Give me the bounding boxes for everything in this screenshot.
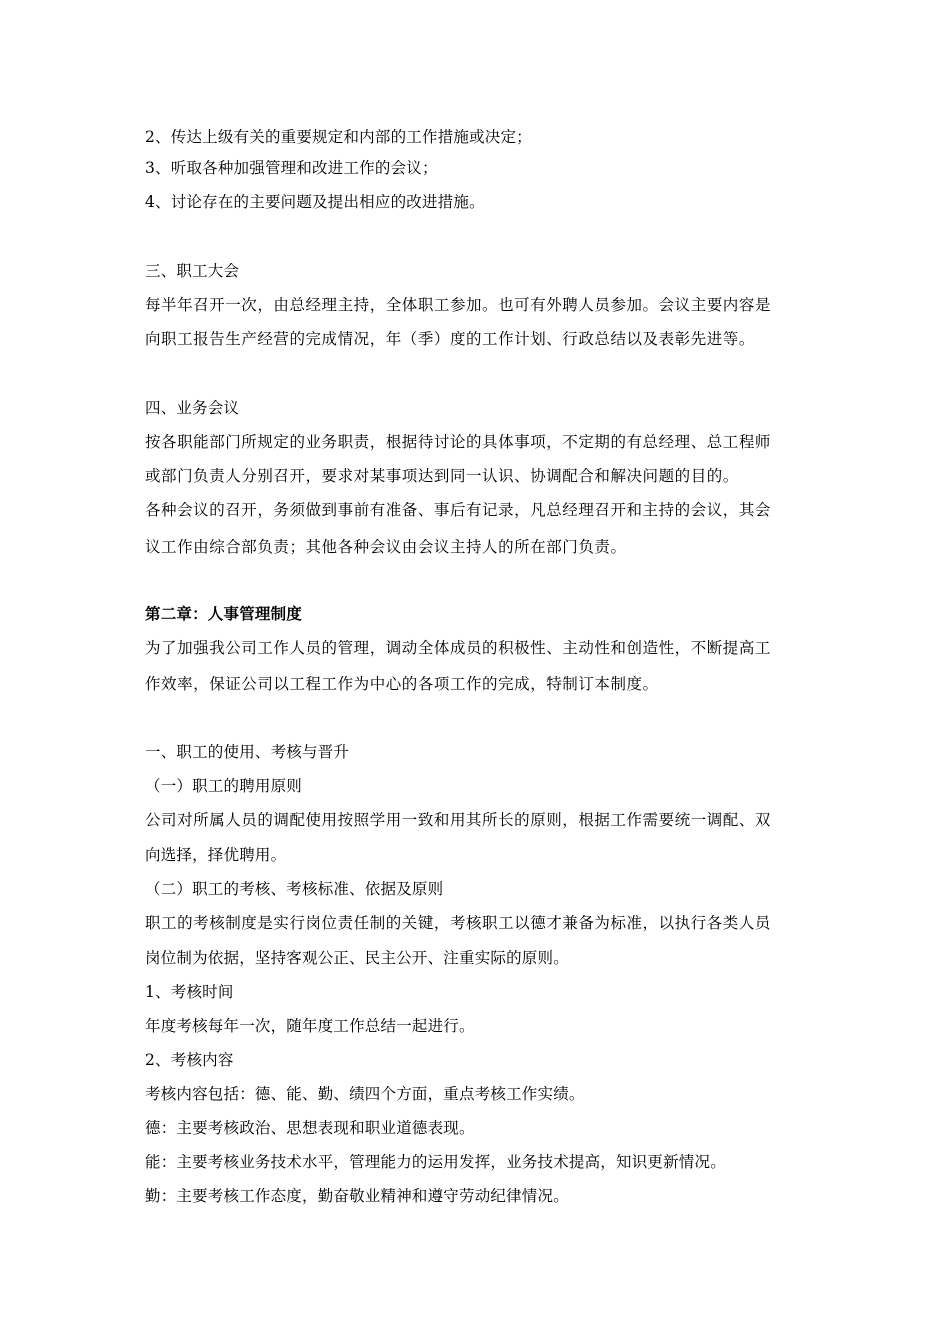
section-heading-business-meeting: 四、业务会议 — [145, 399, 240, 417]
paragraph-line: 向选择，择优聘用。 — [145, 846, 287, 864]
paragraph-line: 公司对所属人员的调配使用按照学用一致和用其所长的原则，根据工作需要统一调配、双 — [145, 811, 771, 829]
paragraph-line: 能：主要考核业务技术水平，管理能力的运用发挥，业务技术提高，知识更新情况。 — [145, 1153, 726, 1171]
paragraph-line: 每半年召开一次，由总经理主持，全体职工参加。也可有外聘人员参加。会议主要内容是 — [145, 296, 771, 314]
chapter-title: 第二章：人事管理制度 — [145, 605, 303, 623]
list-item: 1、考核时间 — [145, 983, 234, 1001]
section-heading-staff-use: 一、职工的使用、考核与晋升 — [145, 743, 350, 761]
subsection-heading: （二）职工的考核、考核标准、依据及原则 — [145, 880, 444, 898]
subsection-heading: （一）职工的聘用原则 — [145, 777, 303, 795]
paragraph-line: 职工的考核制度是实行岗位责任制的关键，考核职工以德才兼备为标准，以执行各类人员 — [145, 914, 771, 932]
paragraph-line: 各种会议的召开，务须做到事前有准备、事后有记录，凡总经理召开和主持的会议，其会 — [145, 501, 771, 519]
paragraph-line: 向职工报告生产经营的完成情况，年（季）度的工作计划、行政总结以及表彰先进等。 — [145, 330, 755, 348]
paragraph-line: 作效率，保证公司以工程工作为中心的各项工作的完成，特制订本制度。 — [145, 675, 659, 693]
section-heading-staff-meeting: 三、职工大会 — [145, 262, 240, 280]
paragraph-line: 为了加强我公司工作人员的管理，调动全体成员的积极性、主动性和创造性，不断提高工 — [145, 639, 771, 657]
paragraph-line: 德：主要考核政治、思想表现和职业道德表现。 — [145, 1119, 475, 1137]
paragraph-line: 年度考核每年一次，随年度工作总结一起进行。 — [145, 1017, 475, 1035]
paragraph-line: 考核内容包括：德、能、勤、绩四个方面，重点考核工作实绩。 — [145, 1085, 585, 1103]
paragraph-line: 按各职能部门所规定的业务职责，根据待讨论的具体事项，不定期的有总经理、总工程师 — [145, 433, 771, 451]
paragraph-line: 勤：主要考核工作态度，勤奋敬业精神和遵守劳动纪律情况。 — [145, 1187, 569, 1205]
list-item-4: 4、讨论存在的主要问题及提出相应的改进措施。 — [145, 193, 485, 211]
list-item-3: 3、听取各种加强管理和改进工作的会议； — [145, 159, 438, 177]
paragraph-line: 岗位制为依据，坚持客观公正、民主公开、注重实际的原则。 — [145, 949, 569, 967]
list-item: 2、考核内容 — [145, 1051, 234, 1069]
paragraph-line: 议工作由综合部负责；其他各种会议由会议主持人的所在部门负责。 — [145, 538, 627, 556]
paragraph-line: 或部门负责人分别召开，要求对某事项达到同一认识、协调配合和解决问题的目的。 — [145, 467, 739, 485]
list-item-2: 2、传达上级有关的重要规定和内部的工作措施或决定； — [145, 128, 532, 146]
